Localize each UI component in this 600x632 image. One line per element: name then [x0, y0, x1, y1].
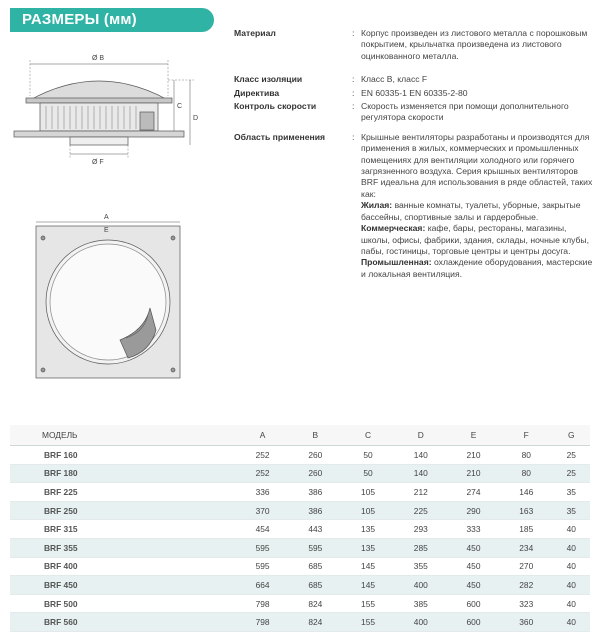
value-cell: 25	[553, 446, 590, 465]
column-header: E	[447, 425, 500, 446]
value-cell: 600	[447, 613, 500, 632]
column-header: D	[394, 425, 447, 446]
column-header: B	[289, 425, 342, 446]
value-cell: 212	[394, 483, 447, 502]
table-row	[10, 483, 590, 502]
table-row	[10, 576, 590, 595]
value-cell: 145	[342, 576, 395, 595]
value-cell: 385	[394, 594, 447, 613]
spec-material: Материал : Корпус произведен из листового металла с порошковым покрытием, крыльчатка произведена из листового оцинкованного металла.	[234, 28, 594, 62]
value-cell: 80	[500, 464, 553, 483]
value-cell: 282	[500, 576, 553, 595]
spec-label: Директива	[234, 87, 280, 98]
value-cell: 145	[342, 557, 395, 576]
column-header: МОДЕЛЬ	[10, 425, 236, 446]
table-row	[10, 557, 590, 576]
fan-dimension-drawing	[0, 40, 225, 410]
model-cell: BRF 355	[10, 538, 236, 557]
value-cell: 80	[500, 446, 553, 465]
industrial-text: охлаждение оборудования, мастерские и локальная вентиляция.	[361, 257, 593, 279]
column-header: F	[500, 425, 553, 446]
value-cell: 40	[553, 594, 590, 613]
table-row	[10, 538, 590, 557]
value-cell: 798	[236, 613, 289, 632]
value-cell: 252	[236, 446, 289, 465]
value-cell: 135	[342, 538, 395, 557]
value-cell: 105	[342, 483, 395, 502]
spec-label: Класс изоляции	[234, 74, 303, 85]
table-row	[10, 594, 590, 613]
value-cell: 40	[553, 576, 590, 595]
commercial-label: Коммерческая:	[361, 223, 426, 234]
value-cell: 155	[342, 613, 395, 632]
value-cell: 386	[289, 483, 342, 502]
value-cell: 35	[553, 501, 590, 520]
industrial-label: Промышленная:	[361, 257, 432, 268]
value-cell: 290	[447, 501, 500, 520]
residential-text: ванные комнаты, туалеты, уборные, закрытые бассейны, спортивные залы и гардеробные.	[361, 200, 581, 222]
residential-label: Жилая:	[361, 200, 393, 211]
value-cell: 260	[289, 464, 342, 483]
value-cell: 323	[500, 594, 553, 613]
application-intro: Крышные вентиляторы разработаны и производятся для применения в жилых, коммерческих и промышленных помещениях для вентиляции холодного или горячего загрязненного воздуха. Серия крышных вентиляторов BRF идеальна для использования в ряде областей, таких как:	[361, 131, 593, 199]
table-row	[10, 501, 590, 520]
value-cell: 443	[289, 520, 342, 539]
value-cell: 450	[447, 538, 500, 557]
spec-value: Корпус произведен из листового металла с порошковым покрытием, крыльчатка произведена из листового оцинкованного металла.	[361, 28, 588, 61]
value-cell: 333	[447, 520, 500, 539]
table-header-row	[10, 425, 590, 446]
label-b: Ø B	[92, 55, 105, 62]
model-cell: BRF 160	[10, 446, 236, 465]
value-cell: 824	[289, 594, 342, 613]
value-cell: 50	[342, 464, 395, 483]
value-cell: 454	[236, 520, 289, 539]
value-cell: 50	[342, 446, 395, 465]
column-header: C	[342, 425, 395, 446]
value-cell: 210	[447, 464, 500, 483]
label-a: A	[104, 214, 109, 221]
value-cell: 400	[394, 576, 447, 595]
label-d: D	[193, 115, 199, 122]
value-cell: 270	[500, 557, 553, 576]
top-view	[36, 222, 180, 378]
value-cell: 600	[447, 594, 500, 613]
model-cell: BRF 315	[10, 520, 236, 539]
value-cell: 386	[289, 501, 342, 520]
value-cell: 140	[394, 446, 447, 465]
value-cell: 285	[394, 538, 447, 557]
value-cell: 163	[500, 501, 553, 520]
value-cell: 260	[289, 446, 342, 465]
value-cell: 824	[289, 613, 342, 632]
spec-insulation: Класс изоляции : Класс В, класс F	[234, 74, 594, 85]
value-cell: 450	[447, 557, 500, 576]
label-e: E	[104, 227, 109, 234]
value-cell: 685	[289, 557, 342, 576]
table-row	[10, 520, 590, 539]
value-cell: 274	[447, 483, 500, 502]
table-row	[10, 446, 590, 465]
model-cell: BRF 250	[10, 501, 236, 520]
spec-value: EN 60335-1 EN 60335-2-80	[361, 87, 468, 98]
spec-label: Область применения	[234, 131, 325, 142]
value-cell: 210	[447, 446, 500, 465]
dimensions-table	[10, 425, 590, 632]
value-cell: 225	[394, 501, 447, 520]
model-cell: BRF 180	[10, 464, 236, 483]
value-cell: 595	[236, 557, 289, 576]
commercial-text: кафе, бары, рестораны, магазины, школы, офисы, фабрики, здания, склады, ночные клубы, пабы, гостиницы, торговые центры и центры досуга.	[361, 223, 589, 256]
section-title: РАЗМЕРЫ (мм)	[10, 8, 214, 32]
value-cell: 293	[394, 520, 447, 539]
model-cell: BRF 225	[10, 483, 236, 502]
spec-value	[361, 132, 594, 280]
table-row	[10, 464, 590, 483]
value-cell: 40	[553, 520, 590, 539]
spec-value: Скорость изменяется при помощи дополнительного регулятора скорости	[361, 101, 569, 123]
value-cell: 105	[342, 501, 395, 520]
table-row	[10, 613, 590, 632]
value-cell: 664	[236, 576, 289, 595]
value-cell: 155	[342, 594, 395, 613]
specifications	[234, 28, 594, 282]
value-cell: 685	[289, 576, 342, 595]
value-cell: 185	[500, 520, 553, 539]
value-cell: 355	[394, 557, 447, 576]
value-cell: 370	[236, 501, 289, 520]
value-cell: 25	[553, 464, 590, 483]
label-f: Ø F	[92, 159, 104, 166]
value-cell: 40	[553, 538, 590, 557]
value-cell: 336	[236, 483, 289, 502]
side-view	[14, 60, 194, 158]
model-cell: BRF 400	[10, 557, 236, 576]
column-header: G	[553, 425, 590, 446]
value-cell: 360	[500, 613, 553, 632]
spec-application: Область применения : Крышные вентиляторы разработаны и производятся для применения в жилых, коммерческих и промышленных помещениях для вентиляции холодного или горячего загрязненного воздуха. Серия крышных вентиляторов BRF идеальна для использования в ряде областей, таких как: Жилая: ванные комнаты, туалеты, уборные, закрытые бассейны, спортивные залы и гардеробные. Коммерческая: кафе, бары, рестораны, магазины, школы, офисы, фабрики, здания, склады, ночные клубы, пабы, гостиницы, торговые центры и центры досуга. Промышленная: охлаждение оборудования, мастерские и локальная вентиляция.	[234, 131, 593, 279]
spec-label: Контроль скорости	[234, 101, 317, 112]
value-cell: 595	[236, 538, 289, 557]
value-cell: 595	[289, 538, 342, 557]
value-cell: 40	[553, 613, 590, 632]
spec-value: Класс В, класс F	[361, 74, 428, 85]
model-cell: BRF 500	[10, 594, 236, 613]
value-cell: 35	[553, 483, 590, 502]
value-cell: 234	[500, 538, 553, 557]
value-cell: 252	[236, 464, 289, 483]
column-header: A	[236, 425, 289, 446]
value-cell: 798	[236, 594, 289, 613]
value-cell: 135	[342, 520, 395, 539]
model-cell: BRF 560	[10, 613, 236, 632]
value-cell: 40	[553, 557, 590, 576]
value-cell: 140	[394, 464, 447, 483]
spec-label: Материал	[234, 28, 276, 38]
spec-directive: Директива : EN 60335-1 EN 60335-2-80	[234, 88, 594, 99]
model-cell: BRF 450	[10, 576, 236, 595]
spec-speed-control: Контроль скорости : Скорость изменяется при помощи дополнительного регулятора скорости	[234, 101, 594, 124]
value-cell: 400	[394, 613, 447, 632]
value-cell: 450	[447, 576, 500, 595]
label-c: C	[177, 103, 183, 110]
value-cell: 146	[500, 483, 553, 502]
